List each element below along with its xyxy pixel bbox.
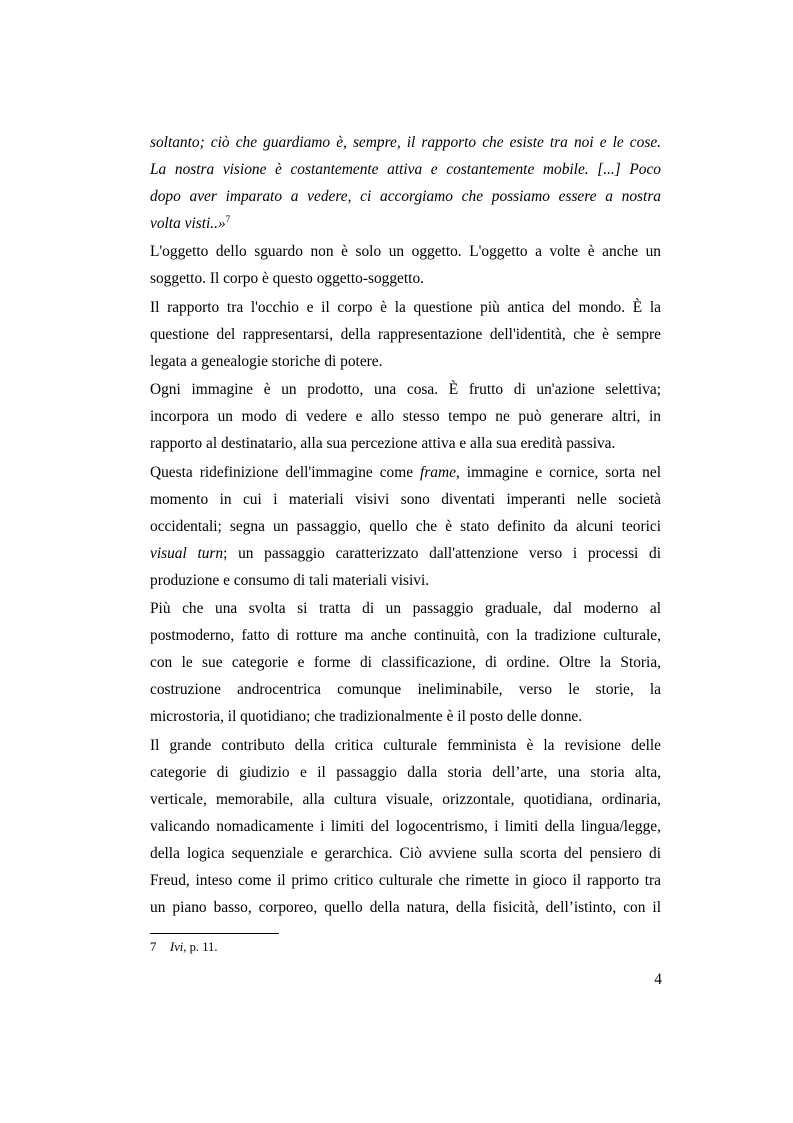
- quote-line-3: dopo aver imparato a vedere, ci accorgiamo che possiamo essere a nostra: [150, 188, 661, 205]
- paragraph-line: L'oggetto dello sguardo non è solo un oggetto. L'oggetto a volte è anche un: [150, 243, 661, 260]
- paragraph-line: questione del rappresentarsi, della rappresentazione dell'identità, che è sempre: [150, 326, 661, 343]
- footnote-number: 7: [150, 940, 157, 954]
- paragraph-line: postmoderno, fatto di rotture ma anche continuità, con la tradizione culturale,: [150, 627, 661, 644]
- paragraph-line: produzione e consumo di tali materiali visivi.: [150, 572, 430, 589]
- paragraph-line: della logica sequenziale e gerarchica. Ciò avviene sulla scorta del pensiero di: [150, 845, 661, 862]
- footnote-text: , p. 11.: [183, 940, 218, 954]
- footnote: [150, 939, 217, 955]
- quote-line-2: La nostra visione è costantemente attiva e costantemente mobile. [...] Poco: [150, 161, 661, 178]
- paragraph-line: rapporto al destinatario, alla sua percezione attiva e alla sua eredità passiva.: [150, 435, 616, 452]
- footnote-source: Ivi: [170, 940, 184, 954]
- paragraph-line: Il rapporto tra l'occhio e il corpo è la questione più antica del mondo. È la: [150, 299, 661, 316]
- paragraph-line: Ogni immagine è un prodotto, una cosa. È frutto di un'azione selettiva;: [150, 381, 661, 398]
- paragraph-line: Questa ridefinizione dell'immagine come frame, immagine e cornice, sorta nel: [150, 464, 661, 481]
- paragraph-line: soggetto. Il corpo è questo oggetto-soggetto.: [150, 270, 424, 287]
- paragraph-line: categorie di giudizio e il passaggio dalla storia dell’arte, una storia alta,: [150, 764, 661, 781]
- italic-term-visual-turn: visual turn: [150, 545, 224, 562]
- paragraph-line: un piano basso, corporeo, quello della natura, della fisicità, dell’istinto, con il: [150, 899, 661, 916]
- paragraph-line: incorpora un modo di vedere e allo stesso tempo ne può generare altri, in: [150, 408, 661, 425]
- paragraph-line: valicando nomadicamente i limiti del logocentrismo, i limiti della lingua/legge,: [150, 818, 661, 835]
- paragraph-line: occidentali; segna un passaggio, quello che è stato definito da alcuni teorici: [150, 518, 661, 535]
- footnote-separator: [150, 933, 279, 934]
- paragraph-line: con le sue categorie e forme di classificazione, di ordine. Oltre la Storia,: [150, 654, 661, 671]
- paragraph-line: legata a genealogie storiche di potere.: [150, 353, 383, 370]
- paragraph-line: momento in cui i materiali visivi sono diventati imperanti nelle società: [150, 491, 661, 508]
- paragraph-line: visual turn; un passaggio caratterizzato dall'attenzione verso i processi di: [150, 545, 661, 562]
- paragraph-line: verticale, memorabile, alla cultura visuale, orizzontale, quotidiana, ordinaria,: [150, 791, 661, 808]
- paragraph-line: Più che una svolta si tratta di un passaggio graduale, dal moderno al: [150, 600, 661, 617]
- italic-term-frame: frame: [420, 464, 456, 481]
- paragraph-line: Freud, inteso come il primo critico culturale che rimette in gioco il rapporto tra: [150, 872, 661, 889]
- paragraph-line: costruzione androcentrica comunque ineliminabile, verso le storie, la: [150, 681, 661, 698]
- page-number: 4: [654, 971, 662, 988]
- footnote-reference: 7: [225, 214, 231, 224]
- quote-line-1: soltanto; ciò che guardiamo è, sempre, il rapporto che esiste tra noi e le cose.: [150, 134, 661, 151]
- paragraph-line: Il grande contributo della critica culturale femminista è la revisione delle: [150, 737, 661, 754]
- paragraph-line: microstoria, il quotidiano; che tradizionalmente è il posto delle donne.: [150, 708, 583, 725]
- quote-line-4: volta visti..»$^7$: [150, 214, 231, 232]
